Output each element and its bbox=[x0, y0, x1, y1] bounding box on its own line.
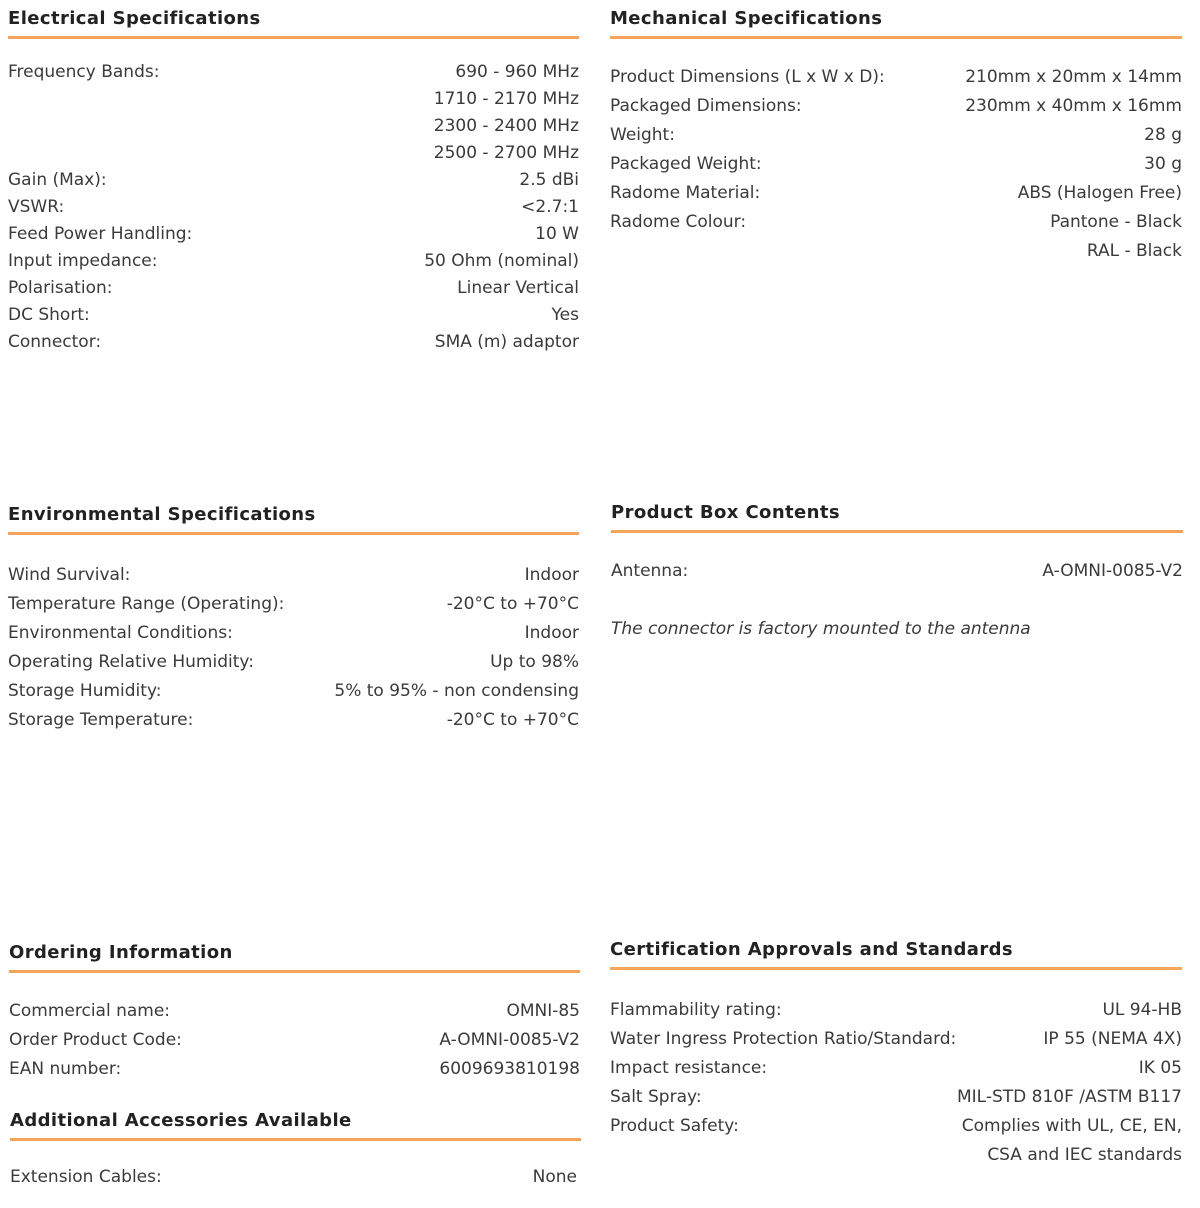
spec-row bbox=[610, 1083, 1182, 1112]
spec-value: IP 55 (NEMA 4X) bbox=[1043, 1029, 1182, 1049]
spec-row bbox=[10, 1163, 581, 1192]
accessories-title: Additional Accessories Available bbox=[10, 1110, 352, 1131]
spec-value: Indoor bbox=[524, 623, 579, 643]
spec-label: Flammability rating: bbox=[610, 1000, 782, 1020]
spec-value: 1710 - 2170 MHz bbox=[433, 89, 579, 109]
certification-section bbox=[610, 939, 1182, 1170]
spec-row bbox=[9, 997, 580, 1026]
spec-label: Storage Humidity: bbox=[8, 681, 162, 701]
spec-row bbox=[610, 63, 1182, 92]
spec-value: A-OMNI-0085-V2 bbox=[1042, 561, 1183, 581]
spec-value: 2.5 dBi bbox=[519, 170, 579, 190]
certification-divider bbox=[610, 967, 1182, 970]
spec-value: 690 - 960 MHz bbox=[455, 62, 579, 82]
spec-value: 30 g bbox=[1144, 154, 1182, 174]
spec-label: Connector: bbox=[8, 332, 102, 352]
spec-label: Wind Survival: bbox=[8, 565, 131, 585]
spec-value: ABS (Halogen Free) bbox=[1017, 183, 1182, 203]
spec-row bbox=[610, 121, 1182, 150]
spec-value: 2500 - 2700 MHz bbox=[433, 143, 579, 163]
spec-label: Radome Material: bbox=[610, 183, 761, 203]
spec-row bbox=[8, 590, 579, 619]
spec-value: -20°C to +70°C bbox=[446, 710, 579, 730]
box-contents-section bbox=[611, 502, 1183, 644]
environmental-title: Environmental Specifications bbox=[8, 504, 316, 525]
spec-row bbox=[610, 179, 1182, 208]
spec-label: Extension Cables: bbox=[10, 1167, 162, 1187]
spec-label: Packaged Dimensions: bbox=[610, 96, 802, 116]
spec-value: 28 g bbox=[1144, 125, 1182, 145]
spec-value: Indoor bbox=[524, 565, 579, 585]
spec-row bbox=[610, 92, 1182, 121]
spec-row bbox=[8, 221, 579, 248]
spec-label: Temperature Range (Operating): bbox=[8, 594, 285, 614]
electrical-divider bbox=[8, 36, 579, 39]
spec-row-product-safety bbox=[610, 1112, 1182, 1170]
safety-values bbox=[962, 1112, 1182, 1170]
spec-row bbox=[8, 248, 579, 275]
spec-row-frequency bbox=[8, 59, 579, 167]
box-contents-title: Product Box Contents bbox=[611, 502, 840, 523]
spec-value: Linear Vertical bbox=[457, 278, 579, 298]
spec-label: Operating Relative Humidity: bbox=[8, 652, 254, 672]
spec-value: 2300 - 2400 MHz bbox=[433, 116, 579, 136]
spec-value: 6009693810198 bbox=[439, 1059, 580, 1079]
mechanical-divider bbox=[610, 36, 1182, 39]
environmental-section bbox=[8, 504, 579, 735]
spec-row bbox=[610, 996, 1182, 1025]
spec-row bbox=[8, 648, 579, 677]
ordering-section bbox=[9, 942, 580, 1084]
spec-label: Radome Colour: bbox=[610, 212, 747, 232]
electrical-section bbox=[8, 8, 579, 356]
spec-value: MIL-STD 810F /ASTM B117 bbox=[956, 1087, 1182, 1107]
spec-row-radome-colour bbox=[610, 208, 1182, 266]
spec-row bbox=[8, 167, 579, 194]
spec-row bbox=[8, 677, 579, 706]
spec-value: A-OMNI-0085-V2 bbox=[439, 1030, 580, 1050]
spec-value: Pantone - Black bbox=[1050, 212, 1182, 232]
spec-row bbox=[8, 561, 579, 590]
spec-row bbox=[610, 1025, 1182, 1054]
spec-label: Salt Spray: bbox=[610, 1087, 702, 1107]
spec-row bbox=[8, 619, 579, 648]
spec-label: Antenna: bbox=[611, 561, 689, 581]
spec-label: Commercial name: bbox=[9, 1001, 171, 1021]
spec-label: Product Dimensions (L x W x D): bbox=[610, 67, 885, 87]
spec-value: OMNI-85 bbox=[506, 1001, 580, 1021]
spec-row bbox=[9, 1026, 580, 1055]
spec-label: Water Ingress Protection Ratio/Standard: bbox=[610, 1029, 957, 1049]
accessories-section bbox=[10, 1110, 581, 1192]
mechanical-section bbox=[610, 8, 1182, 266]
spec-label: Gain (Max): bbox=[8, 170, 107, 190]
spec-value: SMA (m) adaptor bbox=[434, 332, 579, 352]
mechanical-title: Mechanical Specifications bbox=[610, 8, 883, 29]
spec-label: Feed Power Handling: bbox=[8, 224, 193, 244]
spec-label: VSWR: bbox=[8, 197, 65, 217]
certification-title: Certification Approvals and Standards bbox=[610, 939, 1014, 960]
spec-label: Product Safety: bbox=[610, 1116, 739, 1136]
spec-row bbox=[610, 150, 1182, 179]
spec-value: -20°C to +70°C bbox=[446, 594, 579, 614]
spec-label: Input impedance: bbox=[8, 251, 158, 271]
spec-value: Complies with UL, CE, EN, bbox=[961, 1116, 1182, 1136]
spec-value: 50 Ohm (nominal) bbox=[424, 251, 579, 271]
spec-label: Order Product Code: bbox=[9, 1030, 182, 1050]
spec-row bbox=[8, 275, 579, 302]
box-contents-divider bbox=[611, 530, 1183, 533]
ordering-divider bbox=[9, 970, 580, 973]
electrical-title: Electrical Specifications bbox=[8, 8, 261, 29]
spec-row bbox=[8, 706, 579, 735]
spec-row bbox=[9, 1055, 580, 1084]
spec-value: 210mm x 20mm x 14mm bbox=[965, 67, 1182, 87]
spec-row bbox=[611, 557, 1183, 586]
spec-value: CSA and IEC standards bbox=[987, 1145, 1182, 1165]
spec-value: Up to 98% bbox=[490, 652, 579, 672]
environmental-divider bbox=[8, 532, 579, 535]
spec-value: Yes bbox=[551, 305, 579, 325]
spec-row bbox=[8, 329, 579, 356]
spec-value: 10 W bbox=[535, 224, 579, 244]
spec-label: Impact resistance: bbox=[610, 1058, 768, 1078]
spec-label: Frequency Bands: bbox=[8, 62, 160, 82]
box-contents-note: The connector is factory mounted to the antenna bbox=[611, 619, 1031, 639]
spec-label: Weight: bbox=[610, 125, 675, 145]
spec-value: None bbox=[532, 1167, 577, 1187]
spec-row bbox=[610, 1054, 1182, 1083]
ordering-title: Ordering Information bbox=[9, 942, 233, 963]
spec-label: Packaged Weight: bbox=[610, 154, 762, 174]
frequency-values bbox=[434, 59, 579, 167]
spec-value: UL 94-HB bbox=[1102, 1000, 1182, 1020]
accessories-divider bbox=[10, 1138, 581, 1141]
spec-label: EAN number: bbox=[9, 1059, 122, 1079]
spec-value: 5% to 95% - non condensing bbox=[334, 681, 579, 701]
spec-label: DC Short: bbox=[8, 305, 90, 325]
spec-value: <2.7:1 bbox=[521, 197, 579, 217]
colour-values bbox=[1050, 208, 1182, 266]
spec-row bbox=[8, 302, 579, 329]
spec-value: 230mm x 40mm x 16mm bbox=[965, 96, 1182, 116]
spec-label: Environmental Conditions: bbox=[8, 623, 233, 643]
spec-label: Storage Temperature: bbox=[8, 710, 194, 730]
spec-label: Polarisation: bbox=[8, 278, 113, 298]
spec-row bbox=[8, 194, 579, 221]
spec-value: RAL - Black bbox=[1086, 241, 1182, 261]
spec-value: IK 05 bbox=[1138, 1058, 1182, 1078]
